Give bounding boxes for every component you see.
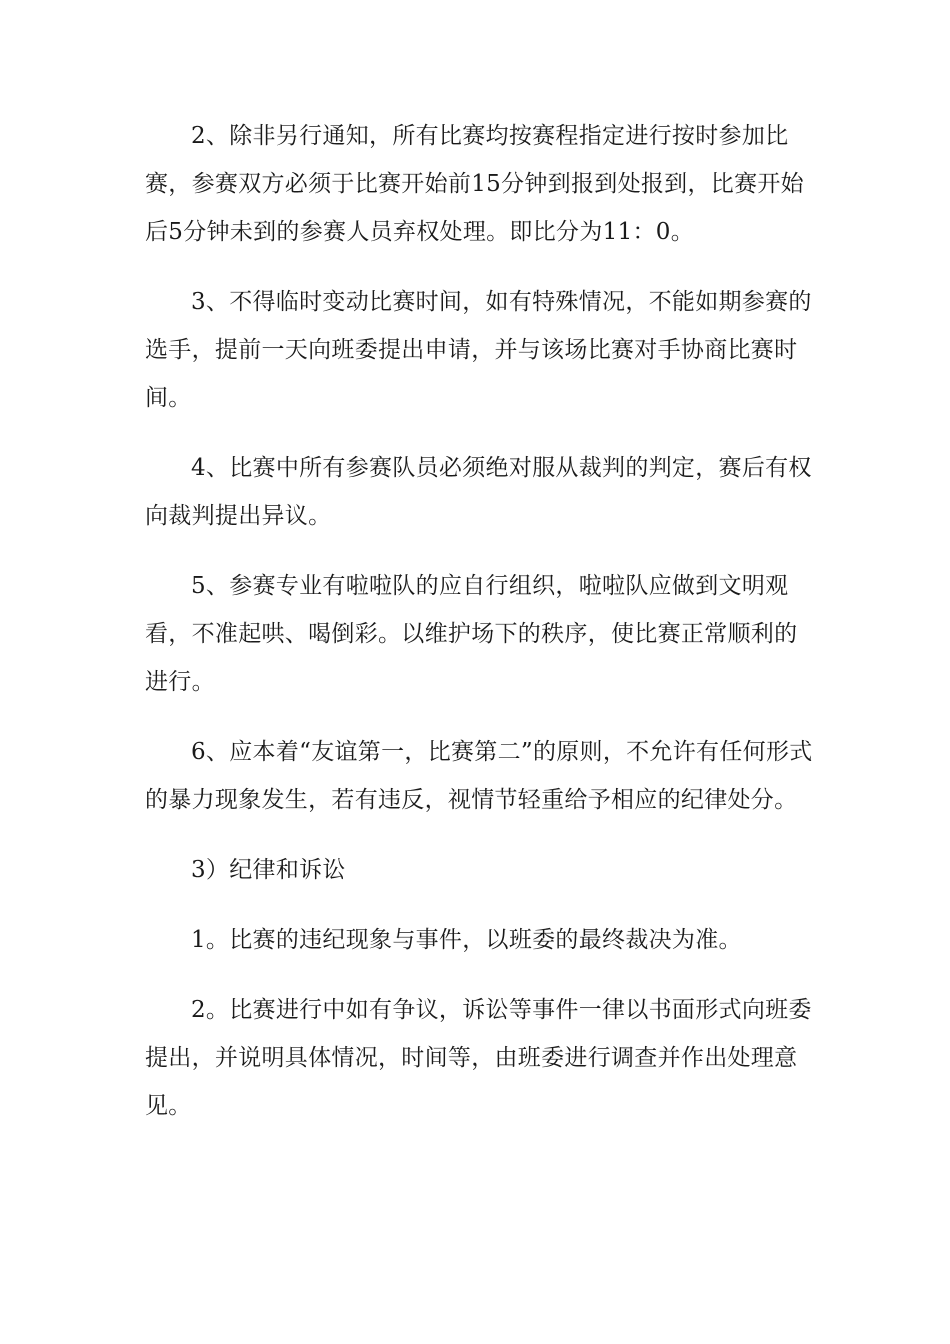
discipline-paragraph-2: 2。比赛进行中如有争议，诉讼等事件一律以书面形式向班委提出，并说明具体情况，时间等，由班委进行调查并作出处理意见。 [145,997,812,1119]
rule-paragraph-3: 3、不得临时变动比赛时间，如有特殊情况，不能如期参赛的选手，提前一天向班委提出申请，并与该场比赛对手协商比赛时间。 [145,289,812,411]
rule-paragraph-2: 2、除非另行通知，所有比赛均按赛程指定进行按时参加比赛，参赛双方必须于比赛开始前15分钟到报到处报到，比赛开始后5分钟未到的参赛人员弃权处理。即比分为11：0。 [145,123,804,245]
discipline-paragraph-1: 1。比赛的违纪现象与事件，以班委的最终裁决为准。 [191,927,742,953]
section-heading-discipline: 3）纪律和诉讼 [191,857,346,883]
document-body [145,112,815,1152]
rule-paragraph-6: 6、应本着“友谊第一，比赛第二”的原则，不允许有任何形式的暴力现象发生，若有违反，视情节轻重给予相应的纪律处分。 [145,739,813,813]
rule-paragraph-4: 4、比赛中所有参赛队员必须绝对服从裁判的判定，赛后有权向裁判提出异议。 [145,455,812,529]
rule-paragraph-5: 5、参赛专业有啦啦队的应自行组织，啦啦队应做到文明观看，不准起哄、喝倒彩。以维护场下的秩序，使比赛正常顺利的进行。 [145,573,798,695]
